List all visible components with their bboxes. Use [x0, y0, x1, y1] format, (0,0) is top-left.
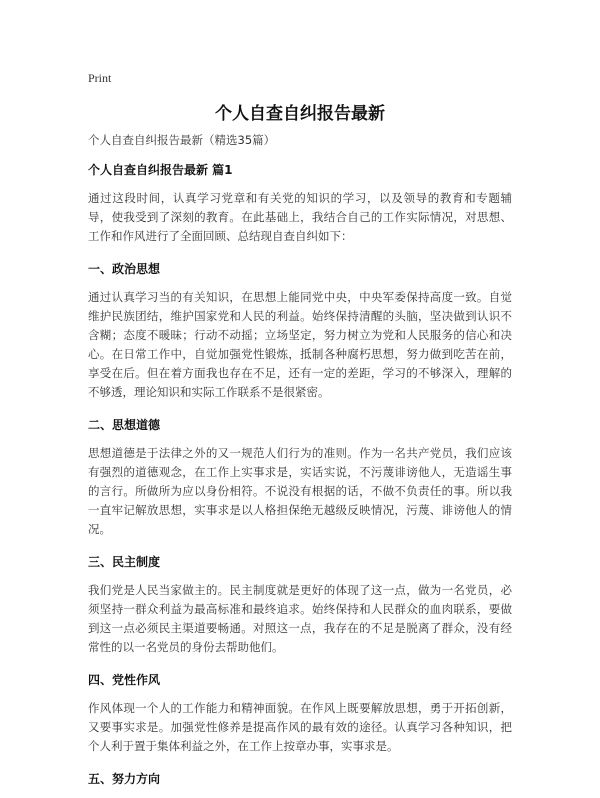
section-heading-politics: 一、政治思想	[88, 262, 161, 276]
section-heading-democracy: 三、民主制度	[88, 555, 161, 569]
section-text-politics: 通过认真学习当的有关知识，在思想上能同党中央，中央军委保持高度一致。自觉维护民族团结，维护国家党和人民的利益。始终保持清醒的头脑，坚决做到认识不含糊；态度不暖昧；行动不动摇；立场坚定，努力树立为党和人民服务的信心和决心。在日常工作中，自觉加强党性锻炼，抵制各种腐朽思想，努力做到吃苦在前，享受在后。但在着方面我也存在不足，还有一定的差距，学习的不够深入，理解的不够透，理论知识和实际工作联系不是很紧密。	[88, 290, 512, 399]
document-subtitle: 个人自查自纠报告最新（精选35篇）	[88, 133, 276, 147]
print-link[interactable]: Print	[88, 71, 112, 85]
document-title: 个人自查自纠报告最新	[215, 104, 385, 124]
section-heading-direction: 五、努力方向	[88, 772, 161, 786]
part-heading: 个人自查自纠报告最新 篇1	[88, 163, 233, 177]
section-text-conduct: 作风体现一个人的工作能力和精神面貌。在作风上既要解放思想，勇于开拓创新，又要事实求是。加强党性修养是提高作风的最有效的途径。认真学习各种知识，把个人利于置于集体利益之外，在工作上按章办事，实事求是。	[88, 701, 512, 753]
document-body	[88, 132, 512, 798]
section-text-morality: 思想道德是于法律之外的又一规范人们行为的准则。作为一名共产党员，我们应该有强烈的道德观念，在工作上实事求是，实话实说，不污蔑诽谤他人，无造谣生事的言行。所做所为应以身份相符。不说没有根据的话，不做不负责任的事。所以我一直牢记解放思想，实事求是以人格担保绝无越级反映情况，污蔑、诽谤他人的情况。	[88, 446, 512, 536]
section-text-democracy: 我们党是人民当家做主的。民主制度就是更好的体现了这一点，做为一名党员，必须坚持一群众利益为最高标准和最终追求。始终保持和人民群众的血肉联系，要做到这一点必须民主渠道要畅通。对照这一点，我存在的不足是脱离了群众，没有经常性的以一名党员的身份去帮助他们。	[88, 583, 512, 654]
section-heading-morality: 二、思想道德	[88, 418, 161, 432]
intro-paragraph: 通过这段时间，认真学习党章和有关党的知识的学习，以及领导的教育和专题辅导，使我受到了深刻的教育。在此基础上，我结合自己的工作实际情况，对思想、工作和作风进行了全面回顾、总结现自查自纠如下：	[88, 191, 512, 243]
section-heading-conduct: 四、党性作风	[88, 673, 161, 687]
